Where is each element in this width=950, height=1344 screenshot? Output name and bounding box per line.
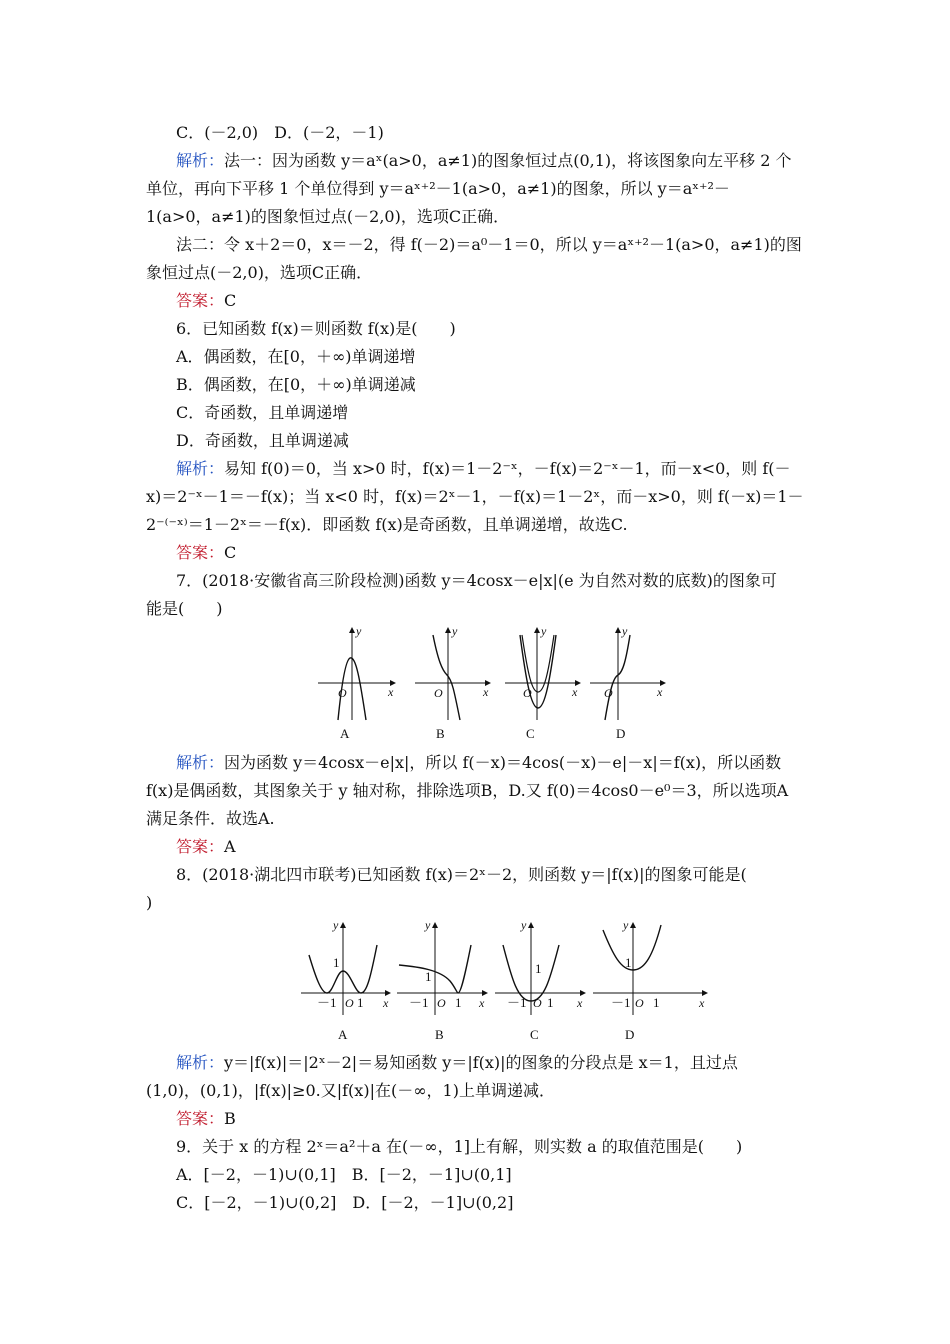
q7-b-label: B [436,726,445,741]
q8-a-x-label: x [383,996,389,1010]
q9-options-cd: C．[－2，－1)∪(0,2] D．[－2，－1]∪(0,2] [176,1193,514,1212]
q7-graph-b [415,624,490,741]
q7-stem-line1: 7．(2018·安徽省高三阶段检测)函数 y＝4cosx－e|x|(e 为自然对数的底数)的图象可 [176,571,777,590]
q9-stem: 9．关于 x 的方程 2ˣ＝a²＋a 在(－∞，1]上有解，则实数 a 的取值范围是( ) [176,1137,743,1156]
q8-answer-value: B [224,1109,236,1128]
q6-answer-value: C [224,543,237,562]
q8-c-origin: O [533,996,542,1010]
q8-d-one-y: 1 [625,955,632,970]
q7-c-label: C [526,726,535,741]
q6-option-a: A．偶函数，在[0，＋∞)单调递增 [176,347,416,366]
q8-d-origin: O [635,996,644,1010]
q8-b-origin: O [437,996,446,1010]
q8-a-y-label: y [333,918,339,932]
q7-a-origin: O [338,686,347,700]
q8-analysis-line2: (1,0)，(0,1)，|f(x)|≥0.又|f(x)|在(－∞，1)上单调递减． [146,1081,555,1100]
q8-analysis-line1: 解析：y＝|f(x)|＝|2ˣ－2|＝易知函数 y＝|f(x)|的图象的分段点是 x＝1，且过点 [176,1053,738,1072]
q7-answer [176,836,236,858]
q8-c-one-x: 1 [547,995,554,1010]
q8-a-neg1: －1 [317,995,337,1010]
q6-analysis-line3: 2⁻⁽⁻ˣ⁾＝1－2ˣ＝－f(x)．即函数 f(x)是奇函数，且单调递增，故选C. [146,515,628,534]
q8-c-one-y: 1 [535,961,542,976]
q8-stem-line1: 8．(2018·湖北四市联考)已知函数 f(x)＝2ˣ－2，则函数 y＝|f(x)|的图象可能是( [176,865,747,884]
q8-a-one-x: 1 [357,995,364,1010]
q8-a-label: A [338,1027,348,1042]
q7-analysis-label: 解析： [176,753,225,772]
q8-analysis-label: 解析： [176,1053,225,1072]
q7-a-label: A [340,726,350,741]
q7-b-origin: O [434,686,443,700]
q7-b-x-label: x [483,685,489,699]
q7-graph-d [590,624,665,741]
q8-d-one-x: 1 [653,995,660,1010]
q8-b-neg1: －1 [409,995,429,1010]
q5-method2-line1: 法二：令 x＋2＝0，x＝－2，得 f(－2)＝a⁰－1＝0，所以 y＝aˣ⁺²－1(a>0，a≠1)的图 [176,235,802,254]
q8-b-y-label: y [425,918,431,932]
q7-analysis-line2: f(x)是偶函数，其图象关于 y 轴对称，排除选项B，D.又 f(0)＝4cos0－e⁰＝3，所以选项A [146,781,789,800]
q7-c-x-label: x [572,685,578,699]
q6-analysis-line2: x)＝2⁻ˣ－1＝－f(x)；当 x<0 时，f(x)＝2ˣ－1，－f(x)＝1－2ˣ，而－x>0，则 f(－x)＝1－ [146,487,804,506]
q5-analysis-line1: 解析：法一：因为函数 y＝aˣ(a>0，a≠1)的图象恒过点(0,1)，将该图象向左平移 2 个 [176,151,792,170]
q5-method2-line2: 象恒过点(－2,0)，选项C正确． [146,263,373,282]
q6-option-d: D．奇函数，且单调递减 [176,431,349,450]
q8-c-label: C [530,1027,539,1042]
q9-options-ab: A．[－2，－1)∪(0,1] B．[－2，－1]∪(0,1] [176,1165,512,1184]
q7-graphs-figure [300,620,680,745]
q8-d-label: D [625,1027,635,1042]
q7-b-y-label: y [452,624,458,638]
q8-b-one-x: 1 [455,995,462,1010]
q7-analysis-line3: 满足条件．故选A. [146,809,275,828]
q5-analysis-line3: 1(a>0，a≠1)的图象恒过点(－2,0)，选项C正确． [146,207,510,226]
q8-b-one-y: 1 [425,969,432,984]
q7-graph-a [318,624,395,741]
q8-b-label: B [435,1027,444,1042]
q7-d-y-label: y [622,624,628,638]
q8-stem-line2: ) [146,893,153,912]
q8-answer-label: 答案： [176,1109,225,1128]
q7-answer-value: A [224,837,236,856]
q5-answer-label: 答案： [176,291,225,310]
q8-b-x-label: x [479,996,485,1010]
q6-analysis-line1: 解析：易知 f(0)＝0，当 x>0 时，f(x)＝1－2⁻ˣ，－f(x)＝2⁻ˣ－1，而－x<0，则 f(－ [176,459,791,478]
q8-answer [176,1108,236,1130]
q7-a-x-label: x [388,685,394,699]
q7-c-y-label: y [541,624,547,638]
q8-graphs-figure [295,915,715,1045]
q6-answer [176,542,236,564]
q6-answer-label: 答案： [176,543,225,562]
q6-analysis-label: 解析： [176,459,225,478]
q7-stem-line2: 能是( ) [146,599,223,618]
q8-graph-c [495,918,585,1042]
q8-c-y-label: y [521,918,527,932]
q7-d-label: D [616,726,626,741]
q5-analysis-line2: 单位，再向下平移 1 个单位得到 y＝aˣ⁺²－1(a>0，a≠1)的图象，所以 y＝aˣ⁺²－ [146,179,730,198]
q7-graph-c [505,624,580,741]
q8-graph-a [301,918,390,1042]
q6-option-c: C．奇函数，且单调递增 [176,403,349,422]
q5-answer-value: C [224,291,237,310]
q6-stem: 6．已知函数 f(x)＝则函数 f(x)是( ) [176,319,456,338]
q6-option-b: B．偶函数，在[0，＋∞)单调递减 [176,375,416,394]
q7-a-y-label: y [356,624,362,638]
q5-answer [176,290,236,312]
q7-d-x-label: x [657,685,663,699]
q7-analysis-line1: 解析：因为函数 y＝4cosx－e|x|，所以 f(－x)＝4cos(－x)－e|－x|＝f(x)，所以函数 [176,753,782,772]
q8-a-one-y: 1 [333,955,340,970]
q7-d-origin: O [604,686,613,700]
q8-c-neg1: －1 [507,995,527,1010]
q5-analysis-label: 解析： [176,151,225,170]
q7-c-origin: O [523,686,532,700]
q8-graph-d [593,918,707,1042]
q5-options-cd: C．(－2,0) D．(－2，－1) [176,123,384,142]
q8-d-x-label: x [699,996,705,1010]
q8-a-origin: O [345,996,354,1010]
q8-graph-b [397,918,487,1042]
q8-d-y-label: y [623,918,629,932]
q8-c-x-label: x [577,996,583,1010]
q7-answer-label: 答案： [176,837,225,856]
q8-d-neg1: －1 [611,995,631,1010]
